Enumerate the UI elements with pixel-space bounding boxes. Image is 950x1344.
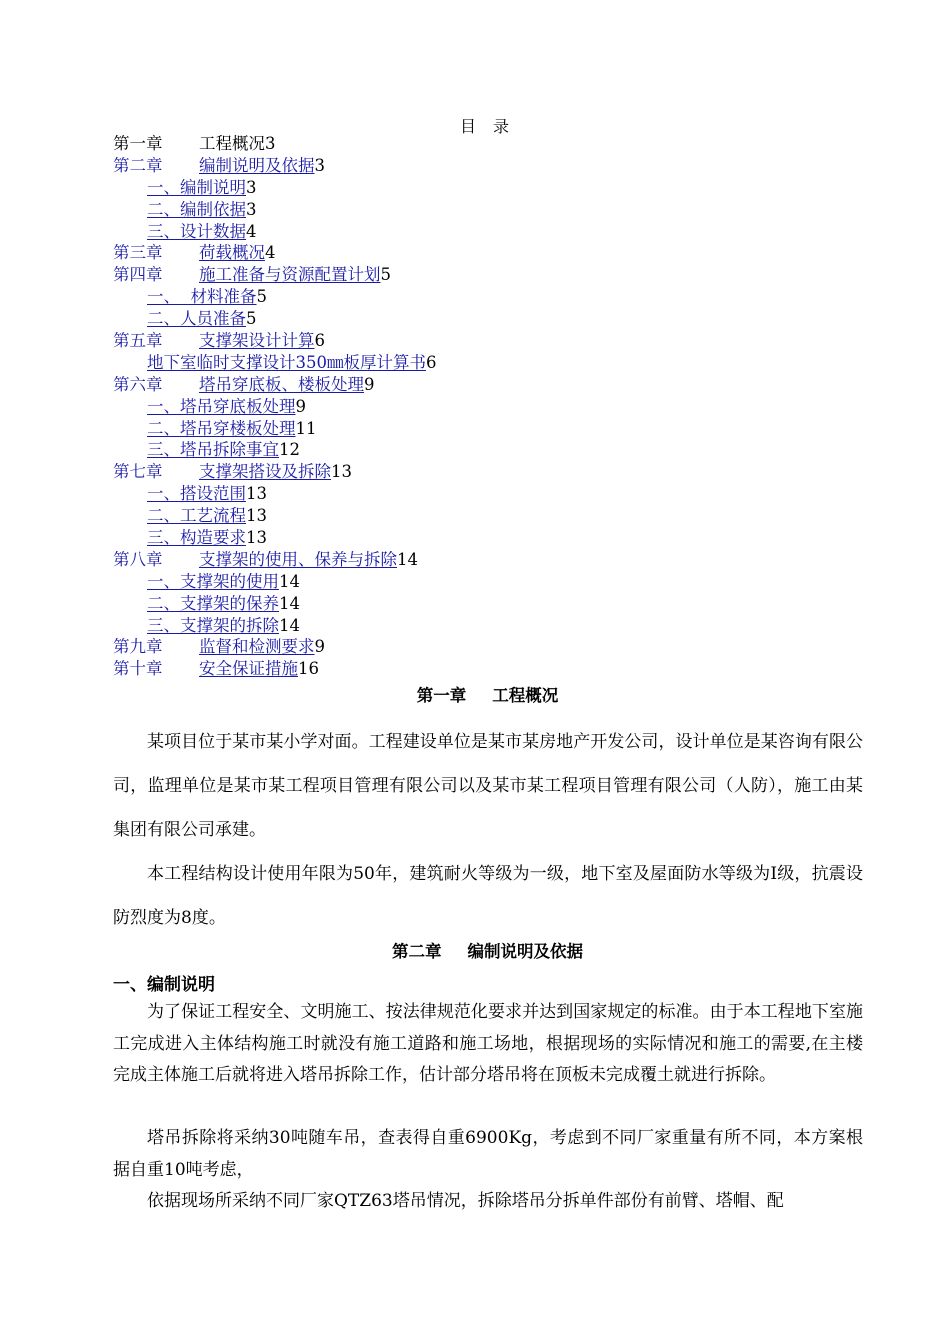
chapter-2-number: 第二章	[392, 942, 442, 961]
chapter-2-title: 编制说明及依据	[467, 942, 583, 961]
toc-entry-link[interactable]	[113, 265, 381, 284]
toc-entry-link[interactable]	[113, 462, 331, 481]
toc-entry-title: 支撑架的使用、保养与拆除	[199, 549, 397, 569]
toc-entry-title: 二、人员准备	[147, 309, 246, 329]
toc-entry-link[interactable]	[113, 156, 315, 175]
toc-entry-link[interactable]	[147, 287, 257, 306]
toc-entry-title: 一、搭设范围	[147, 484, 246, 504]
toc-entry-page: 12	[279, 440, 300, 460]
toc-title: 目 录	[459, 117, 516, 136]
toc-entry[interactable]	[113, 155, 873, 177]
toc-entry-link[interactable]	[147, 178, 246, 197]
toc-entry-page: 5	[256, 287, 267, 307]
toc-entry-link[interactable]	[147, 506, 246, 525]
chapter-2-paragraph-1: 为了保证工程安全、文明施工、按法律规范化要求并达到国家规定的标准。由于本工程地下室施工完成进入主体结构施工时就没有施工道路和施工场地，根据现场的实际情况和施工的需要,在主楼完成主体施工后就将进入塔吊拆除工作，估计部分塔吊将在顶板未完成覆土就进行拆除。	[113, 1002, 863, 1085]
toc-entry[interactable]	[113, 396, 873, 418]
toc-entry-link[interactable]	[147, 397, 296, 416]
toc-entry-page: 5	[380, 265, 391, 285]
toc-entry-link[interactable]	[147, 594, 279, 613]
toc-entry[interactable]	[113, 483, 873, 505]
toc-entry-title: 荷载概况	[199, 243, 265, 263]
toc-entry-link[interactable]	[147, 200, 246, 219]
toc-entry-chapter: 第六章	[113, 374, 163, 394]
toc-entry-title: 施工准备与资源配置计划	[199, 265, 381, 285]
toc-entry-page: 4	[265, 243, 276, 263]
toc-entry[interactable]	[113, 374, 873, 396]
toc-entry-link[interactable]	[113, 637, 315, 656]
toc-entry[interactable]	[113, 242, 873, 264]
toc-entry-title: 安全保证措施	[199, 659, 298, 679]
toc-entry-title: 二、塔吊穿楼板处理	[147, 418, 296, 438]
toc-entry[interactable]	[113, 221, 873, 243]
toc-entry-title: 三、设计数据	[147, 221, 246, 241]
toc-entry-title: 支撑架搭设及拆除	[199, 462, 331, 482]
toc-entry-chapter: 第七章	[113, 462, 163, 482]
toc-entry[interactable]	[113, 615, 873, 637]
toc-entry-link[interactable]	[147, 484, 246, 503]
toc-entry-link[interactable]	[113, 243, 265, 262]
toc-entry[interactable]	[113, 177, 873, 199]
toc-entry-title: 一、编制说明	[147, 177, 246, 197]
toc-entry[interactable]	[113, 549, 873, 571]
toc-entry-link[interactable]	[147, 528, 246, 547]
toc-entry-page: 9	[314, 637, 325, 657]
toc-entry-title: 三、构造要求	[147, 528, 246, 548]
toc-entry-page: 11	[295, 418, 317, 438]
toc-entry-title: 地下室临时支撑设计350㎜板厚计算书	[147, 352, 426, 372]
toc-entry-page: 3	[314, 155, 325, 175]
toc-entry-chapter: 第十章	[113, 659, 163, 679]
toc-entry-page: 13	[246, 506, 267, 526]
toc-entry-page: 13	[246, 528, 267, 548]
toc-entry[interactable]	[113, 505, 873, 527]
toc-entry-title: 二、工艺流程	[147, 506, 246, 526]
toc-entry-link[interactable]	[113, 659, 298, 678]
toc-entry-link[interactable]	[113, 550, 397, 569]
toc-entry-link[interactable]	[113, 375, 364, 394]
toc-entry[interactable]	[113, 308, 873, 330]
toc-entry-title: 三、塔吊拆除事宜	[147, 440, 279, 460]
toc-entry-page: 4	[246, 221, 257, 241]
toc-entry[interactable]	[113, 461, 873, 483]
chapter-1-heading	[0, 682, 950, 706]
toc-entry-chapter: 第一章	[113, 134, 163, 153]
toc-entry-chapter: 第九章	[113, 637, 163, 657]
toc-entry-page: 9	[364, 374, 375, 394]
toc-entry-title: 三、支撑架的拆除	[147, 615, 279, 635]
toc-entry-title: 工程概况	[199, 134, 265, 153]
toc-entry[interactable]	[113, 571, 873, 593]
toc-entry[interactable]	[113, 418, 873, 440]
toc-entry-page: 14	[397, 549, 418, 569]
toc-entry[interactable]	[113, 439, 873, 461]
toc-entry-page: 3	[265, 134, 276, 153]
chapter-1-paragraph-2: 本工程结构设计使用年限为50年，建筑耐火等级为一级，地下室及屋面防水等级为Ⅰ级，抗震设防烈度为8度。	[113, 864, 863, 928]
toc-entry-chapter: 第八章	[113, 549, 163, 569]
toc-entry-link[interactable]	[147, 222, 246, 241]
toc-entry-chapter: 第五章	[113, 331, 163, 351]
toc-entry-page: 14	[279, 571, 300, 591]
toc-entry-page: 6	[314, 331, 325, 351]
chapter-1-title: 工程概况	[492, 686, 559, 705]
toc-entry[interactable]	[113, 636, 873, 658]
toc-entry-page: 14	[279, 593, 300, 613]
chapter-2-paragraph-3: 依据现场所采纳不同厂家QTZ63塔吊情况，拆除塔吊分拆单件部份有前臂、塔帽、配	[147, 1191, 784, 1211]
toc-entry-title: 监督和检测要求	[199, 637, 315, 657]
toc-entry-page: 16	[298, 659, 319, 679]
chapter-2-heading	[0, 938, 950, 962]
toc-entry-title: 支撑架设计计算	[199, 331, 315, 351]
toc-entry-chapter: 第二章	[113, 155, 163, 175]
toc-entry[interactable]	[113, 199, 873, 221]
toc-entry-title: 一、 材料准备	[147, 287, 257, 307]
toc-entry[interactable]	[113, 352, 873, 374]
toc-entry-page: 5	[246, 309, 257, 329]
toc-entry[interactable]	[113, 330, 873, 352]
toc-entry-chapter: 第三章	[113, 243, 163, 263]
toc-entry[interactable]	[113, 286, 873, 308]
toc-entry-link[interactable]	[147, 572, 279, 591]
toc-entry-link[interactable]	[113, 331, 315, 350]
toc-entry[interactable]	[113, 593, 873, 615]
toc-entry-title: 一、塔吊穿底板处理	[147, 396, 296, 416]
toc-entry-title: 塔吊穿底板、楼板处理	[199, 374, 364, 394]
toc-entry-title: 二、编制依据	[147, 199, 246, 219]
toc-entry-chapter: 第四章	[113, 265, 163, 285]
toc-entry-link[interactable]	[147, 419, 296, 438]
toc-entry-page: 9	[295, 396, 306, 416]
toc-entry-page: 13	[331, 462, 352, 482]
toc-entry-page: 6	[426, 352, 437, 372]
toc-entry-link[interactable]	[147, 353, 426, 372]
toc-entry-link[interactable]	[147, 309, 246, 328]
toc-entry	[113, 133, 873, 155]
toc-entry[interactable]	[113, 264, 873, 286]
toc-entry-link[interactable]	[147, 616, 279, 635]
toc-entry-page: 3	[246, 199, 257, 219]
toc-entry-page: 3	[246, 177, 257, 197]
toc-entry-page: 13	[246, 484, 267, 504]
toc-entry-link[interactable]	[147, 440, 279, 459]
chapter-2-paragraph-2: 塔吊拆除将采纳30吨随车吊，查表得自重6900Kg，考虑到不同厂家重量有所不同，本方案根据自重10吨考虑，	[113, 1128, 863, 1180]
toc-entry-page: 14	[279, 615, 300, 635]
chapter-1-number: 第一章	[416, 686, 467, 705]
toc-entry-link	[113, 134, 265, 153]
toc-entry-title: 一、支撑架的使用	[147, 571, 279, 591]
toc-entry-title: 二、支撑架的保养	[147, 593, 279, 613]
section-compilation-notes-heading: 一、编制说明	[113, 975, 215, 995]
table-of-contents	[113, 133, 873, 680]
toc-entry-title: 编制说明及依据	[199, 155, 315, 175]
chapter-1-paragraph-1: 某项目位于某市某小学对面。工程建设单位是某市某房地产开发公司，设计单位是某咨询有限公司，监理单位是某市某工程项目管理有限公司以及某市某工程项目管理有限公司（人防），施工由某集团有限公司承建。	[113, 732, 863, 840]
toc-entry[interactable]	[113, 658, 873, 680]
toc-entry[interactable]	[113, 527, 873, 549]
